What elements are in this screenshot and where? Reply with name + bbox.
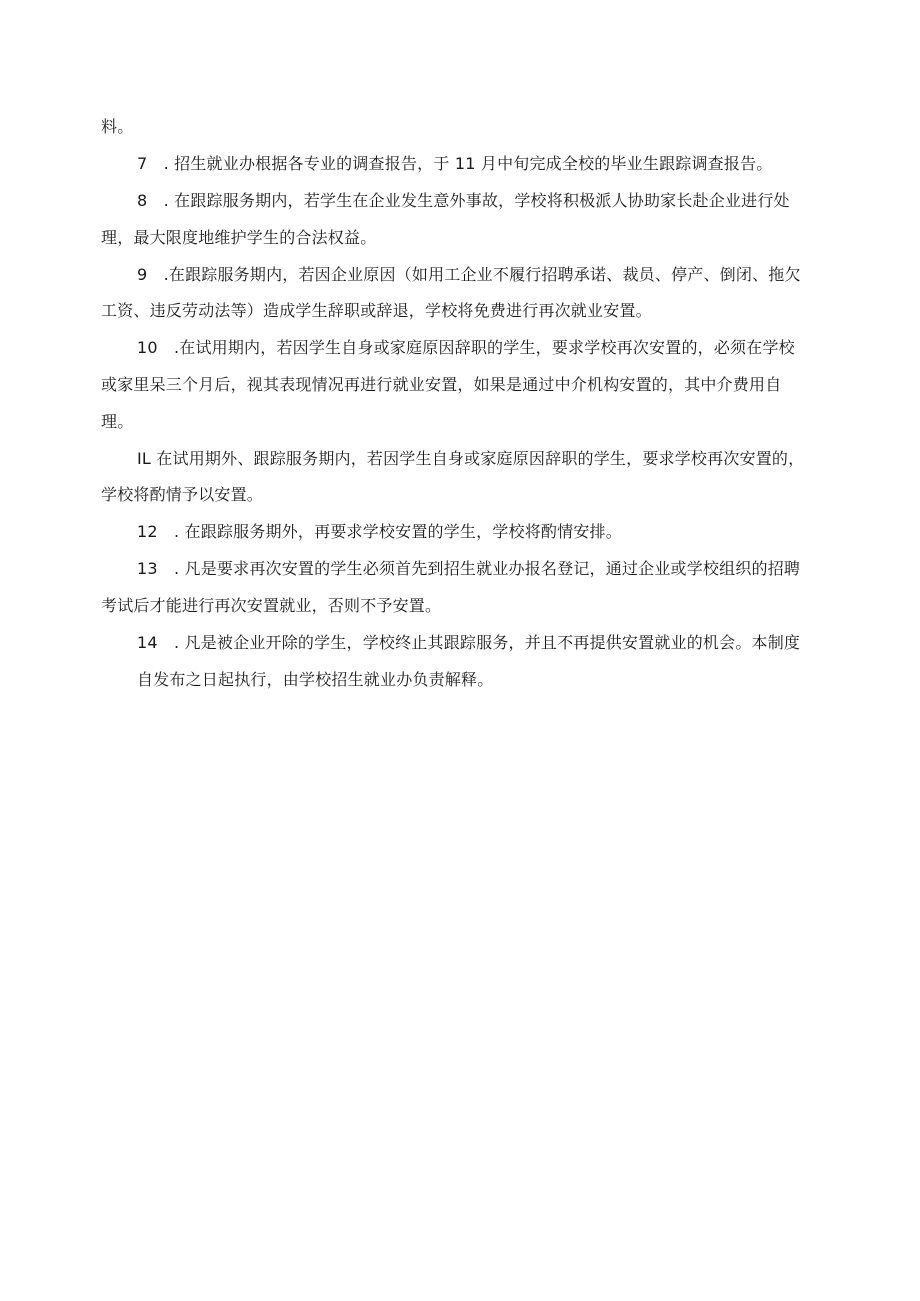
text-line-12: 12 . 在跟踪服务期外，再要求学校安置的学生，学校将酌情安排。 — [137, 522, 622, 541]
text-line-4: 理，最大限度地维护学生的合法权益。 — [101, 228, 377, 247]
text-line-2: 7 . 招生就业办根据各专业的调查报告，于 11 月中旬完成全校的毕业生跟踪调查报告。 — [137, 154, 773, 173]
text-line-16: 自发布之日起执行，由学校招生就业办负责解释。 — [137, 670, 494, 689]
text-line-9: 理。 — [101, 412, 134, 431]
text-line-15: 14 . 凡是被企业开除的学生，学校终止其跟踪服务，并且不再提供安置就业的机会。本制度 — [137, 633, 801, 652]
text-line-8: 或家里呆三个月后，视其表现情况再进行就业安置，如果是通过中介机构安置的，其中介费用自 — [101, 375, 782, 394]
text-line-6: 工资、违反劳动法等）造成学生辞职或辞退，学校将免费进行再次就业安置。 — [101, 301, 652, 320]
text-line-5: 9 .在跟踪服务期内，若因企业原因（如用工企业不履行招聘承诺、裁员、停产、倒闭、拖欠 — [137, 265, 801, 284]
text-line-10: IL 在试用期外、跟踪服务期内，若因学生自身或家庭原因辞职的学生，要求学校再次安置的， — [137, 449, 805, 468]
text-line-7: 10 .在试用期内，若因学生自身或家庭原因辞职的学生，要求学校再次安置的，必须在学校 — [137, 338, 795, 357]
text-line-1: 料。 — [101, 117, 134, 136]
text-line-11: 学校将酌情予以安置。 — [101, 485, 264, 504]
text-line-3: 8 . 在跟踪服务期内，若学生在企业发生意外事故，学校将积极派人协助家长赴企业进行处 — [137, 191, 790, 210]
text-line-13: 13 . 凡是要求再次安置的学生必须首先到招生就业办报名登记，通过企业或学校组织的招聘 — [137, 559, 801, 578]
text-line-14: 考试后才能进行再次安置就业，否则不予安置。 — [101, 596, 442, 615]
